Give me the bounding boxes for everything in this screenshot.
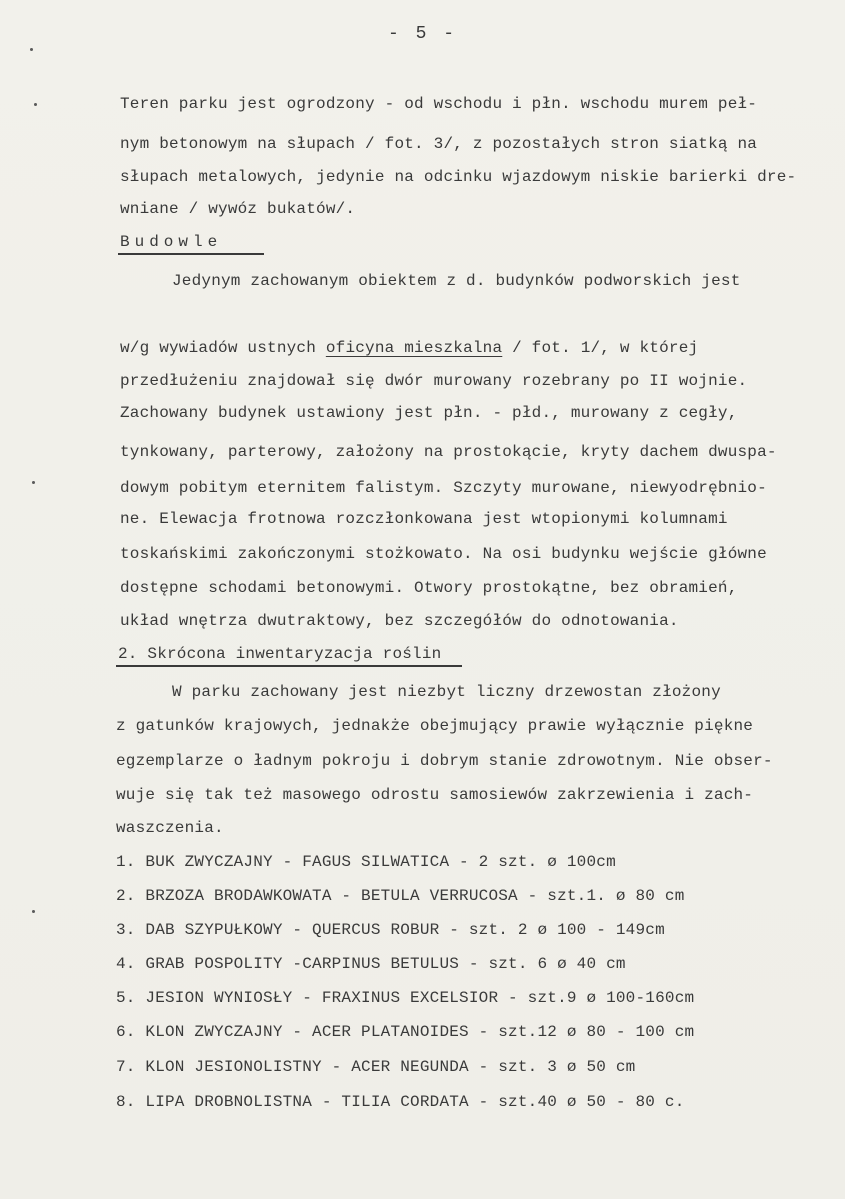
list-item: 3. DAB SZYPUŁKOWY - QUERCUS ROBUR - szt. 2 ø 100 - 149cm: [116, 921, 665, 939]
text-segment: / fot. 1/, w której: [502, 339, 699, 357]
underlined-term: oficyna mieszkalna: [325, 339, 503, 357]
text-line: nym betonowym na słupach / fot. 3/, z pozostałych stron siatką na: [120, 135, 758, 153]
text-line: Zachowany budynek ustawiony jest płn. - płd., murowany z cegły,: [120, 404, 738, 422]
text-line: dostępne schodami betonowymi. Otwory prostokątne, bez obramień,: [120, 579, 738, 597]
text-line: toskańskimi zakończonymi stożkowato. Na osi budynku wejście główne: [120, 545, 767, 563]
list-item: 4. GRAB POSPOLITY -CARPINUS BETULUS - szt. 6 ø 40 cm: [116, 955, 626, 973]
list-item: 5. JESION WYNIOSŁY - FRAXINUS EXCELSIOR - szt.9 ø 100-160cm: [116, 989, 695, 1007]
section-heading-inventory: 2. Skrócona inwentaryzacja roślin: [118, 645, 442, 663]
margin-mark: [30, 48, 33, 51]
list-item: 2. BRZOZA BRODAWKOWATA - BETULA VERRUCOSA - szt.1. ø 80 cm: [116, 887, 685, 905]
text-line: słupach metalowych, jedynie na odcinku wjazdowym niskie barierki dre-: [120, 168, 797, 186]
text-line: waszczenia.: [116, 819, 224, 837]
text-line: układ wnętrza dwutraktowy, bez szczegółów do odnotowania.: [120, 612, 679, 630]
text-line: W parku zachowany jest niezbyt liczny drzewostan złożony: [172, 683, 721, 701]
text-line: tynkowany, parterowy, założony na prostokącie, kryty dachem dwuspa-: [120, 443, 777, 461]
text-line: przedłużeniu znajdował się dwór murowany rozebrany po II wojnie.: [120, 372, 748, 390]
list-item: 6. KLON ZWYCZAJNY - ACER PLATANOIDES - szt.12 ø 80 - 100 cm: [116, 1023, 695, 1041]
text-segment: w/g wywiadów ustnych: [120, 339, 326, 357]
text-line: wniane / wywóz bukatów/.: [120, 200, 356, 218]
heading-underline: [116, 665, 462, 667]
text-line: egzemplarze o ładnym pokroju i dobrym stanie zdrowotnym. Nie obser-: [116, 752, 773, 770]
margin-mark: [34, 103, 37, 106]
heading-underline: [118, 253, 264, 255]
text-line: wuje się tak też masowego odrostu samosiewów zakrzewienia i zach-: [116, 786, 754, 804]
margin-mark: [32, 910, 35, 913]
text-line: [120, 338, 698, 358]
margin-mark: [32, 481, 35, 484]
page-number: - 5 -: [388, 24, 458, 44]
text-line: Jedynym zachowanym obiektem z d. budynków podworskich jest: [172, 272, 741, 290]
list-item: 1. BUK ZWYCZAJNY - FAGUS SILWATICA - 2 szt. ø 100cm: [116, 853, 616, 871]
text-line: Teren parku jest ogrodzony - od wschodu i płn. wschodu murem peł-: [120, 95, 758, 113]
text-line: z gatunków krajowych, jednakże obejmujący prawie wyłącznie piękne: [116, 717, 754, 735]
text-line: dowym pobitym eternitem falistym. Szczyty murowane, niewyodrębnio-: [120, 479, 767, 497]
list-item: 8. LIPA DROBNOLISTNA - TILIA CORDATA - szt.40 ø 50 - 80 c.: [116, 1093, 685, 1111]
section-heading-budowle: Budowle: [120, 233, 223, 251]
list-item: 7. KLON JESIONOLISTNY - ACER NEGUNDA - szt. 3 ø 50 cm: [116, 1058, 636, 1076]
text-line: ne. Elewacja frotnowa rozczłonkowana jest wtopionymi kolumnami: [120, 510, 728, 528]
